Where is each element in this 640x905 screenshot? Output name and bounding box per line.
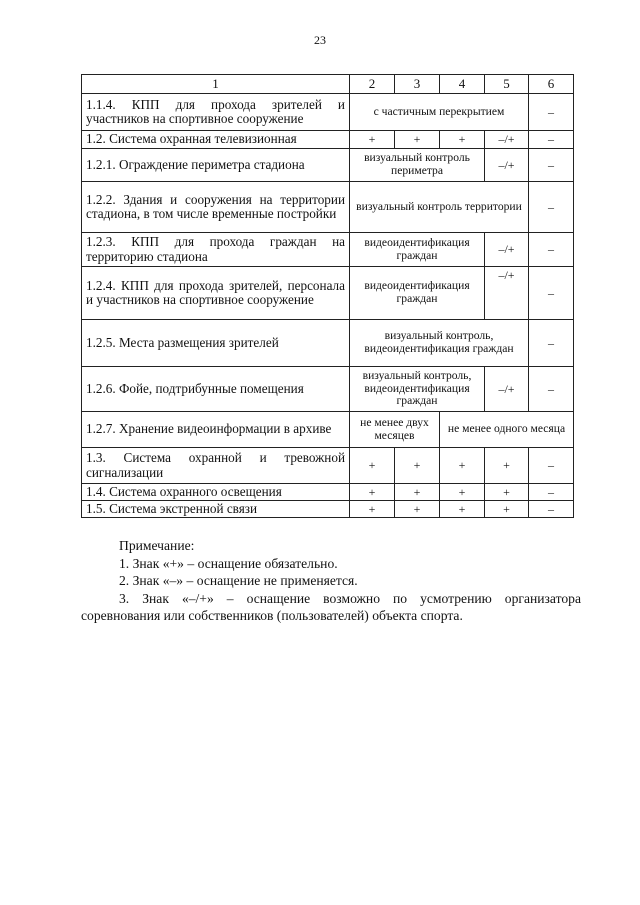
mark-cell: + [485,484,529,501]
mark-cell: –/+ [485,233,529,267]
header-cell: 6 [529,75,574,94]
merged-cell: визуальный контроль территории [350,182,529,233]
header-cell: 5 [485,75,529,94]
row-name: 1.4. Система охранного освещения [82,484,350,501]
table-row [82,448,574,484]
mark-cell: + [440,448,485,484]
mark-cell: + [440,484,485,501]
mark-cell: + [350,131,395,149]
header-cell: 3 [395,75,440,94]
row-name: 1.2.6. Фойе, подтрибунные помещения [82,367,350,412]
header-cell: 2 [350,75,395,94]
merged-cell: видеоидентификация граждан [350,233,485,267]
mark-cell: – [529,233,574,267]
mark-cell: + [440,501,485,518]
table-row [82,412,574,448]
note-item: 1. Знак «+» – оснащение обязательно. [119,555,338,571]
mark-cell: + [395,501,440,518]
merged-cell: визуальный контроль периметра [350,149,485,182]
row-name: 1.1.4. КПП для прохода зрителей и участников на спортивное сооружение [82,94,350,131]
header-cell: 1 [82,75,350,94]
table-row [82,149,574,182]
page-number: 23 [314,33,326,47]
table-row [82,182,574,233]
note-item: 3. Знак «–/+» – оснащение возможно по усмотрению организатора соревнования или собственников (пользователей) объекта спорта. [81,590,581,623]
table-row [82,233,574,267]
note-item: 2. Знак «–» – оснащение не применяется. [119,573,358,588]
table-row [82,131,574,149]
mark-cell: –/+ [485,149,529,182]
notes-title: Примечание: [119,538,195,553]
mark-cell: – [529,267,574,320]
mark-cell: + [485,501,529,518]
table-row [82,94,574,131]
table-row [82,267,574,320]
mark-cell: + [485,448,529,484]
merged-cell: не менее двух месяцев [350,412,440,448]
mark-cell: – [529,131,574,149]
mark-cell: – [529,320,574,367]
equipment-table [81,74,574,518]
mark-cell: – [529,367,574,412]
merged-cell: визуальный контроль, видеоидентификация граждан [350,367,485,412]
table-row [82,320,574,367]
table-header-row [82,75,574,94]
row-name: 1.3. Система охранной и тревожной сигнализации [82,448,350,484]
header-cell: 4 [440,75,485,94]
row-name: 1.2.3. КПП для прохода граждан на территорию стадиона [82,233,350,267]
mark-cell: –/+ [485,367,529,412]
merged-cell: визуальный контроль, видеоидентификация граждан [350,320,529,367]
mark-cell: + [350,484,395,501]
mark-cell: – [529,149,574,182]
row-name: 1.2.7. Хранение видеоинформации в архиве [82,412,350,448]
row-name: 1.2.2. Здания и сооружения на территории стадиона, в том числе временные постройки [82,182,350,233]
mark-cell: + [350,501,395,518]
merged-cell: не менее одного месяца [440,412,574,448]
notes-section [81,537,581,625]
mark-cell: –/+ [485,267,529,320]
mark-cell: + [440,131,485,149]
mark-cell: – [529,448,574,484]
mark-cell: – [529,484,574,501]
mark-cell: + [395,448,440,484]
mark-cell: – [529,182,574,233]
table-row [82,367,574,412]
row-name: 1.2.4. КПП для прохода зрителей, персонала и участников на спортивное сооружение [82,267,350,320]
mark-cell: – [529,501,574,518]
merged-cell: с частичным перекрытием [350,94,529,131]
mark-cell: – [529,94,574,131]
mark-cell: –/+ [485,131,529,149]
row-name: 1.5. Система экстренной связи [82,501,350,518]
mark-cell: + [350,448,395,484]
merged-cell: видеоидентификация граждан [350,267,485,320]
row-name: 1.2.5. Места размещения зрителей [82,320,350,367]
table-row [82,484,574,501]
table-row [82,501,574,518]
row-name: 1.2. Система охранная телевизионная [82,131,350,149]
row-name: 1.2.1. Ограждение периметра стадиона [82,149,350,182]
mark-cell: + [395,484,440,501]
mark-cell: + [395,131,440,149]
